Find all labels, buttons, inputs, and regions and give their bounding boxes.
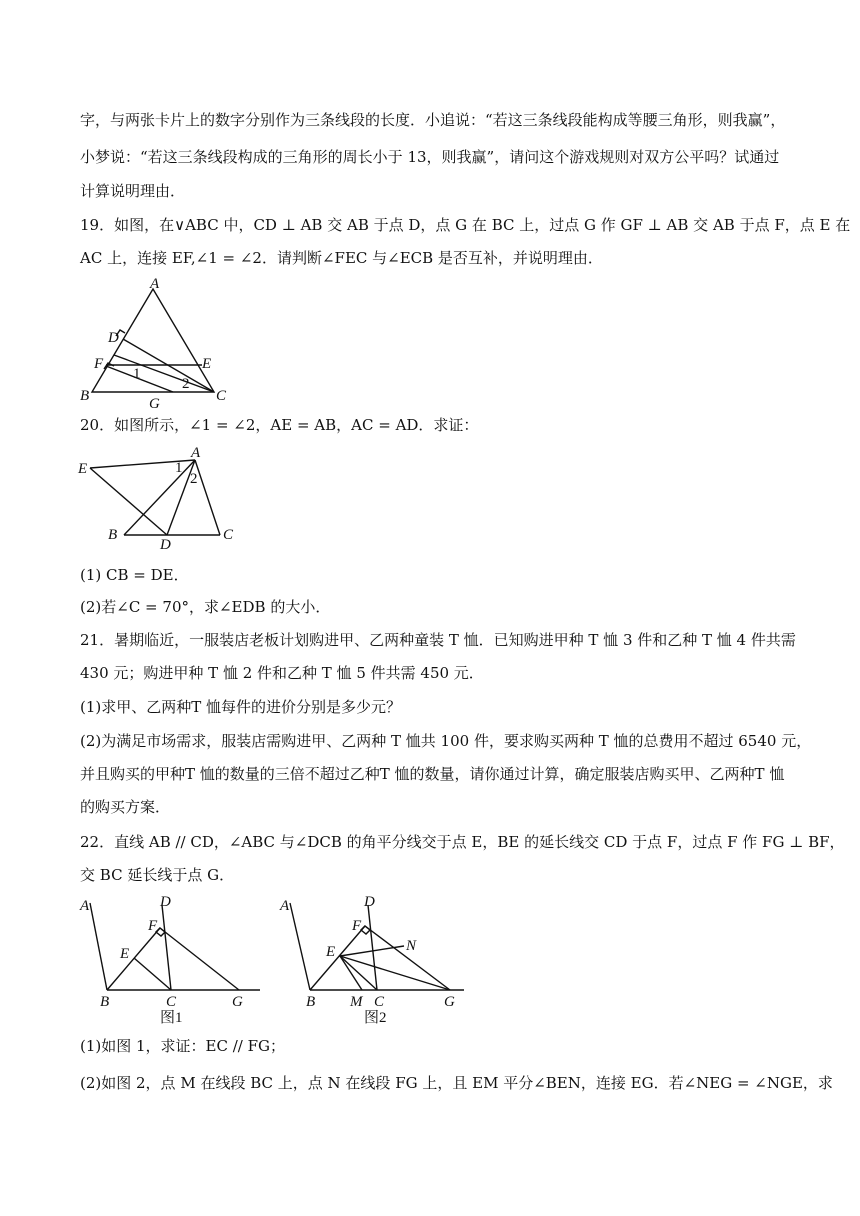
segment-dc xyxy=(368,905,377,990)
angle-2-label: 2 xyxy=(190,471,198,487)
question-21-part-1: (1)求甲、乙两种T 恤每件的进价分别是多少元？ xyxy=(80,698,402,716)
text-line: 字，与两张卡片上的数字分别作为三条线段的长度．小追说：“若这三条线段能构成等腰三角形，则我赢”， xyxy=(80,111,786,129)
segment-ab xyxy=(90,903,107,990)
question-19-line: 19．如图，在∨ABC 中，CD ⊥ AB 交 AB 于点 D，点 G 在 BC 上，过点 G 作 GF ⊥ AB 交 AB 于点 F，点 E 在 xyxy=(80,216,851,234)
segment-bf xyxy=(310,926,365,990)
label-c: C xyxy=(223,527,234,543)
question-22-line: 交 BC 延长线于点 G． xyxy=(80,866,235,884)
text-line: 小梦说：“若这三条线段构成的三角形的周长小于 13，则我赢”，请问这个游戏规则对双方公平吗？试通过 xyxy=(80,148,780,166)
segment-ab xyxy=(124,460,195,535)
label-d: D xyxy=(108,330,119,346)
label-f: F xyxy=(148,918,158,934)
label-c: C xyxy=(374,994,385,1010)
question-21-part-2: 并且购买的甲种T 恤的数量的三倍不超过乙种T 恤的数量，请你通过计算，确定服装店购买甲、乙两种T 恤 xyxy=(80,765,785,783)
figure-caption: 图2 xyxy=(364,1010,387,1026)
angle-1-label: 1 xyxy=(133,366,141,382)
label-b: B xyxy=(306,994,316,1010)
question-21-line: 430 元；购进甲种 T 恤 2 件和乙种 T 恤 5 件共需 450 元． xyxy=(80,664,484,682)
label-d: D xyxy=(160,894,171,910)
proof-part-2: (2)若∠C = 70°，求∠EDB 的大小． xyxy=(80,598,331,616)
question-22-part-2: (2)如图 2，点 M 在线段 BC 上，点 N 在线段 FG 上，且 EM 平分∠BEN，连接 EG．若∠NEG = ∠NGE，求 xyxy=(80,1074,833,1092)
question-21-part-2: (2)为满足市场需求，服装店需购进甲、乙两种 T 恤共 100 件，要求购买两种 T 恤的总费用不超过 6540 元， xyxy=(80,732,812,750)
question-20-line: 20．如图所示，∠1 = ∠2，AE = AB，AC = AD．求证： xyxy=(80,416,479,434)
figure-19-triangle xyxy=(78,272,238,408)
label-a: A xyxy=(150,276,160,292)
text-line: 计算说明理由． xyxy=(80,182,186,200)
question-21-part-2: 的购买方案． xyxy=(80,798,171,816)
figure-22-1 xyxy=(74,890,270,1030)
label-d: D xyxy=(364,894,375,910)
proof-part-1: (1) CB = DE． xyxy=(80,566,189,584)
label-n: N xyxy=(406,938,417,954)
angle-2-label: 2 xyxy=(182,376,190,392)
label-c: C xyxy=(166,994,177,1010)
label-e: E xyxy=(326,944,336,960)
label-b: B xyxy=(108,527,118,543)
segment-ac xyxy=(195,460,220,535)
segment-ec xyxy=(134,958,171,990)
figure-20-triangles xyxy=(74,443,244,553)
label-e: E xyxy=(78,461,88,477)
label-f: F xyxy=(352,918,362,934)
label-f: F xyxy=(94,356,104,372)
question-22-part-1: (1)如图 1，求证：EC // FG； xyxy=(80,1037,286,1055)
question-21-line: 21．暑期临近，一服装店老板计划购进甲、乙两种童装 T 恤．已知购进甲种 T 恤 3 件和乙种 T 恤 4 件共需 xyxy=(80,631,796,649)
label-a: A xyxy=(80,898,90,914)
label-m: M xyxy=(350,994,363,1010)
label-g: G xyxy=(444,994,455,1010)
label-c: C xyxy=(216,388,227,404)
segment-dc xyxy=(162,905,171,990)
label-g: G xyxy=(232,994,243,1010)
label-b: B xyxy=(100,994,110,1010)
segment-fg xyxy=(365,926,450,990)
segment-fc xyxy=(114,355,214,392)
figure-caption: 图1 xyxy=(160,1010,183,1026)
label-d: D xyxy=(160,537,171,553)
label-e: E xyxy=(202,356,212,372)
question-19-line: AC 上，连接 EF,∠1 = ∠2．请判断∠FEC 与∠ECB 是否互补，并说明理由． xyxy=(80,249,603,267)
figure-22-2 xyxy=(276,890,472,1030)
label-a: A xyxy=(191,445,201,461)
angle-1-label: 1 xyxy=(175,460,183,476)
label-g: G xyxy=(149,396,160,408)
question-22-line: 22．直线 AB // CD，∠ABC 与∠DCB 的角平分线交于点 E，BE 的延长线交 CD 于点 F，过点 F 作 FG ⊥ BF， xyxy=(80,833,845,851)
label-b: B xyxy=(80,388,90,404)
label-e: E xyxy=(120,946,130,962)
segment-ab xyxy=(290,903,310,990)
label-a: A xyxy=(280,898,290,914)
segment-fg xyxy=(160,928,239,990)
segment-bf xyxy=(107,928,160,990)
segment-eg xyxy=(340,956,450,990)
